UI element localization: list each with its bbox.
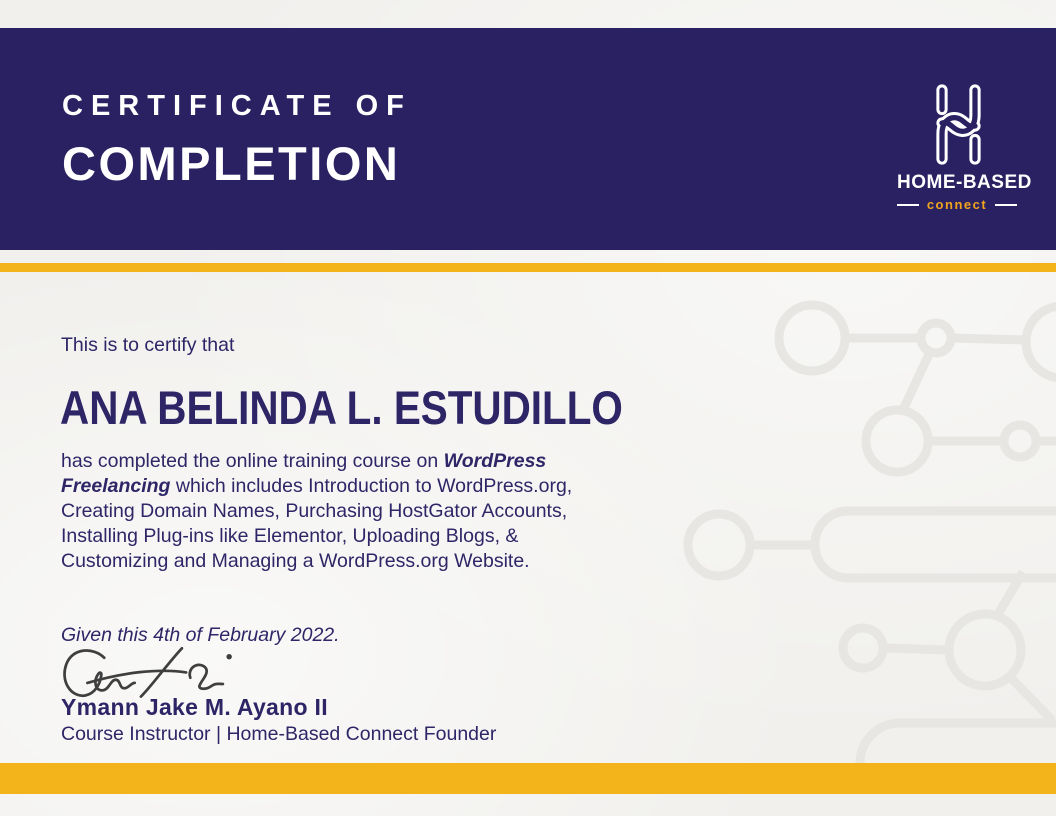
title-line-2: COMPLETION: [62, 137, 401, 190]
circuit-pattern-decoration: [680, 280, 1056, 770]
home-based-h-icon: [913, 78, 1001, 168]
signatory-name: Ymann Jake M. Ayano II: [61, 694, 328, 720]
signatory-title: Course Instructor | Home-Based Connect Founder: [61, 723, 497, 745]
recipient-name: ANA BELINDA L. ESTUDILLO: [60, 381, 623, 434]
course-description-rest: which includes Introduction to WordPress.org, Creating Domain Names, Purchasing HostGator Accounts, Installing Plug-ins like Elementor, Uploading Blogs, & Customizing and Managing a WordPress.org Website.: [61, 475, 573, 572]
logo-subrow: [897, 197, 1017, 212]
home-based-connect-logo: [897, 78, 1032, 212]
course-description-lead: has completed the online training course on: [61, 450, 444, 472]
header-band: [0, 28, 1056, 250]
certificate-title: [62, 90, 412, 190]
title-line-1: CERTIFICATE OF: [62, 90, 412, 122]
gold-footer-band: [0, 763, 1056, 794]
logo-subname: connect: [926, 197, 988, 212]
gold-accent-stripe: [0, 263, 1056, 272]
course-title: WordPress Freelancing: [61, 450, 547, 497]
date-line: Given this 4th of February 2022.: [61, 624, 340, 646]
logo-wordmark: HOME-BASED: [897, 172, 1032, 193]
course-description: [61, 449, 593, 574]
logo-divider-right: [995, 204, 1017, 206]
intro-text: This is to certify that: [61, 334, 235, 356]
logo-divider-left: [897, 204, 919, 206]
